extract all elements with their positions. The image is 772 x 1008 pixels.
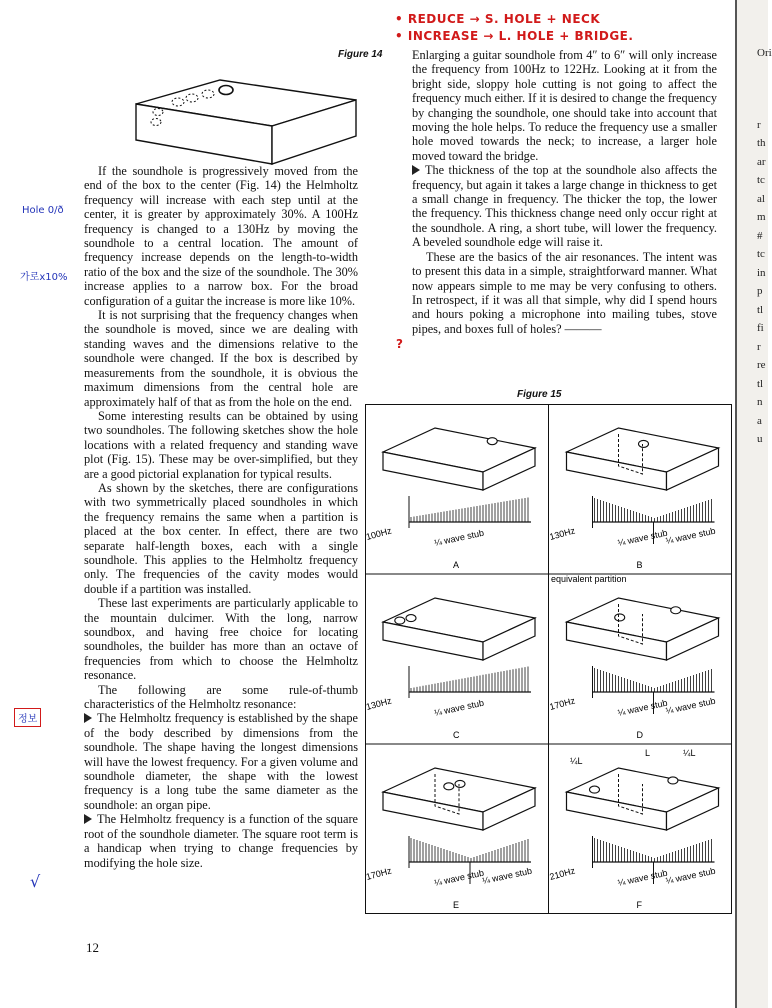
paragraph-two-soundholes: Some interesting results can be obtained by using two soundholes. The following sketches show the hole locations with a related frequency and standing wave plot (Fig. 15). These may be over-simplified, but they are a good pictorial explanation for typical results. [84, 408, 358, 481]
margin-note-check: √ [30, 872, 41, 891]
left-column [84, 164, 358, 870]
stub-label: ¼ wave stub [616, 867, 669, 888]
stub-label: ¼ wave stub [433, 697, 485, 718]
stub-label: ¼ wave stub [433, 867, 485, 888]
stub-label-2: ¼ wave stub [481, 865, 533, 886]
stub-label: ¼ wave stub [433, 527, 485, 548]
figure-14-label: Figure 14 [338, 49, 383, 60]
edge-letter: re [757, 359, 766, 371]
figure-15-label: Figure 15 [517, 389, 562, 400]
question-mark-note: ? [396, 337, 404, 351]
dimension-L-label: L [645, 748, 651, 758]
edge-letter: fi [757, 322, 764, 334]
panel-letter: C [453, 730, 460, 740]
edge-letter: # [757, 229, 763, 242]
edge-letter: p [757, 285, 763, 297]
bullet-shape-of-body [84, 711, 358, 812]
bullet-square-root [84, 812, 358, 870]
paragraph-dulcimer: These last experiments are particularly applicable to the mountain dulcimer. With the long, narrow soundbox, and having free choice for locating soundholes, the builder has more than an octave of frequencies from which to choose the Helmholtz resonance. [84, 596, 358, 683]
panel-letter: A [453, 560, 460, 570]
paragraph-symmetric-holes: As shown by the sketches, there are configurations with two symmetrically placed soundholes in which the frequency remains the same when a partition is placed at the box center. In effect, there are two separate half-length boxes, each with a single soundhole. This applies to the Helmholtz frequency only. The frequencies of the cavity modes would double if a partition was installed. [84, 480, 358, 596]
edge-letter: in [757, 266, 766, 279]
paragraph-soundhole-moved: If the soundhole is progressively moved from the end of the box to the center (Fig. 14) the Helmholtz frequency will increase with each step until at the center, it is greater by approximately 30%. A 100Hz frequency is changed to a 130Hz by moving the soundhole to a central location. The amount of frequency increase depends on the length-to-width ratio of the box and the size of the soundhole. The 30% increase applies to a narrow box. For the broad configuration of a guitar the increase is more like 10%. [84, 164, 358, 308]
figure-14-box-illustration [130, 72, 360, 172]
stub-label-2: ¼ wave stub [664, 865, 717, 886]
stub-label: ¼ wave stub [616, 697, 669, 718]
bullet-text: The Helmholtz frequency is a function of the square root of the soundhole diameter. The square root term is a handicap when trying to change frequencies by modifying the hole size. [84, 812, 358, 870]
equivalent-partition-label: equivalent partition [551, 574, 627, 584]
page-number: 12 [86, 940, 99, 955]
edge-letter: u [757, 433, 763, 445]
handwritten-note-increase: • INCREASE → L. HOLE + BRIDGE. [395, 29, 634, 43]
edge-letter: ar [757, 155, 766, 168]
handwritten-note-reduce: • REDUCE → S. HOLE + NECK [395, 12, 601, 26]
edge-letter: tl [757, 303, 764, 316]
figure-15-diagram [365, 404, 732, 914]
edge-letter: tc [757, 174, 765, 186]
bullet-thickness [412, 163, 717, 249]
paragraph-enlarging-soundhole: Enlarging a guitar soundhole from 4″ to 6″ will only increase the frequency from 100Hz to 122Hz. Looking at it from the bright side, sloppy hole cutting is not going to affect the frequency much either. If it is desired to change the frequency by changing the soundhole, one should take into account that moving the hole helps. To reduce the frequency use a smaller hole moved towards the neck; to increase, a larger hole moved toward the bridge. [412, 48, 717, 163]
bullet-text: The Helmholtz frequency is established by the shape of the body described by dimensions from the soundhole. The shape having the longest dimensions will have the lowest frequency. For a given volume and soundhole diameter, the shape with the lowest frequency is a long tube the same diameter as the soundhole: an organ pipe. [84, 711, 358, 812]
dimension-quarter-L-left: ¼L [570, 756, 583, 766]
next-page-edge [735, 0, 768, 1008]
frequency-label: 170Hz [364, 865, 393, 882]
edge-letter: r [757, 340, 761, 353]
edge-letter: tc [757, 248, 765, 260]
triangle-bullet-icon [84, 713, 92, 723]
edge-letter: al [757, 192, 765, 205]
triangle-bullet-icon [412, 165, 420, 175]
stub-label-2: ¼ wave stub [664, 525, 717, 546]
stub-label: ¼ wave stub [616, 527, 669, 548]
paragraph-not-surprising: It is not surprising that the frequency changes when the soundhole is moved, since we are dealing with standing waves and the dimensions relative to the soundhole were changed. If the box is described by measurements from the soundhole, it is obvious the maximum dimensions from the central hole are approximately half of that as from the hole on the end. [84, 308, 358, 409]
frequency-label: 210Hz [548, 865, 577, 882]
edge-letter: r [757, 118, 761, 131]
frequency-label: 130Hz [364, 695, 393, 712]
dimension-quarter-L-right: ¼L [683, 748, 696, 758]
edge-letter: tl [757, 377, 764, 390]
bullet-text: The thickness of the top at the soundhole also affects the frequency, but again it takes a large change in thickness to get a small change in frequency. The thicker the top, the lower the frequency. This thickness change need only occur right at the soundhole. A ring, a short tube, will lower the frequency. A beveled soundhole edge will raise it. [412, 163, 717, 250]
margin-note-ratio: 가로x10% [20, 272, 68, 283]
edge-letter: a [757, 414, 762, 427]
edge-letter: m [757, 211, 766, 223]
panel-letter: E [453, 900, 460, 910]
edge-letter: Ori [757, 47, 772, 59]
paragraph-basics: These are the basics of the air resonances. The intent was to present this data in a simple, straightforward manner. What now appears simple to me may be very confusing to others. In retrospect, if it was all that simple, why did I spend hours and hours poking a microphone into mailing tubes, stove pipes, and boxes full of holes? ——— [412, 249, 717, 336]
margin-note-hole: Hole 0/ð [22, 205, 64, 216]
panel-letter: D [636, 730, 643, 740]
edge-letter: th [757, 137, 766, 149]
panel-letter: B [636, 560, 643, 570]
frequency-label: 130Hz [548, 525, 577, 542]
stub-label-2: ¼ wave stub [664, 695, 717, 716]
edge-letter: n [757, 396, 763, 408]
panel-letter: F [636, 900, 642, 910]
triangle-bullet-icon [84, 814, 92, 824]
right-column [412, 48, 717, 336]
paragraph-rule-of-thumb: The following are some rule-of-thumb characteristics of the Helmholtz resonance: [84, 682, 358, 712]
margin-note-boxed: 정보 [14, 708, 41, 727]
frequency-label: 100Hz [364, 525, 393, 542]
frequency-label: 170Hz [548, 695, 577, 712]
